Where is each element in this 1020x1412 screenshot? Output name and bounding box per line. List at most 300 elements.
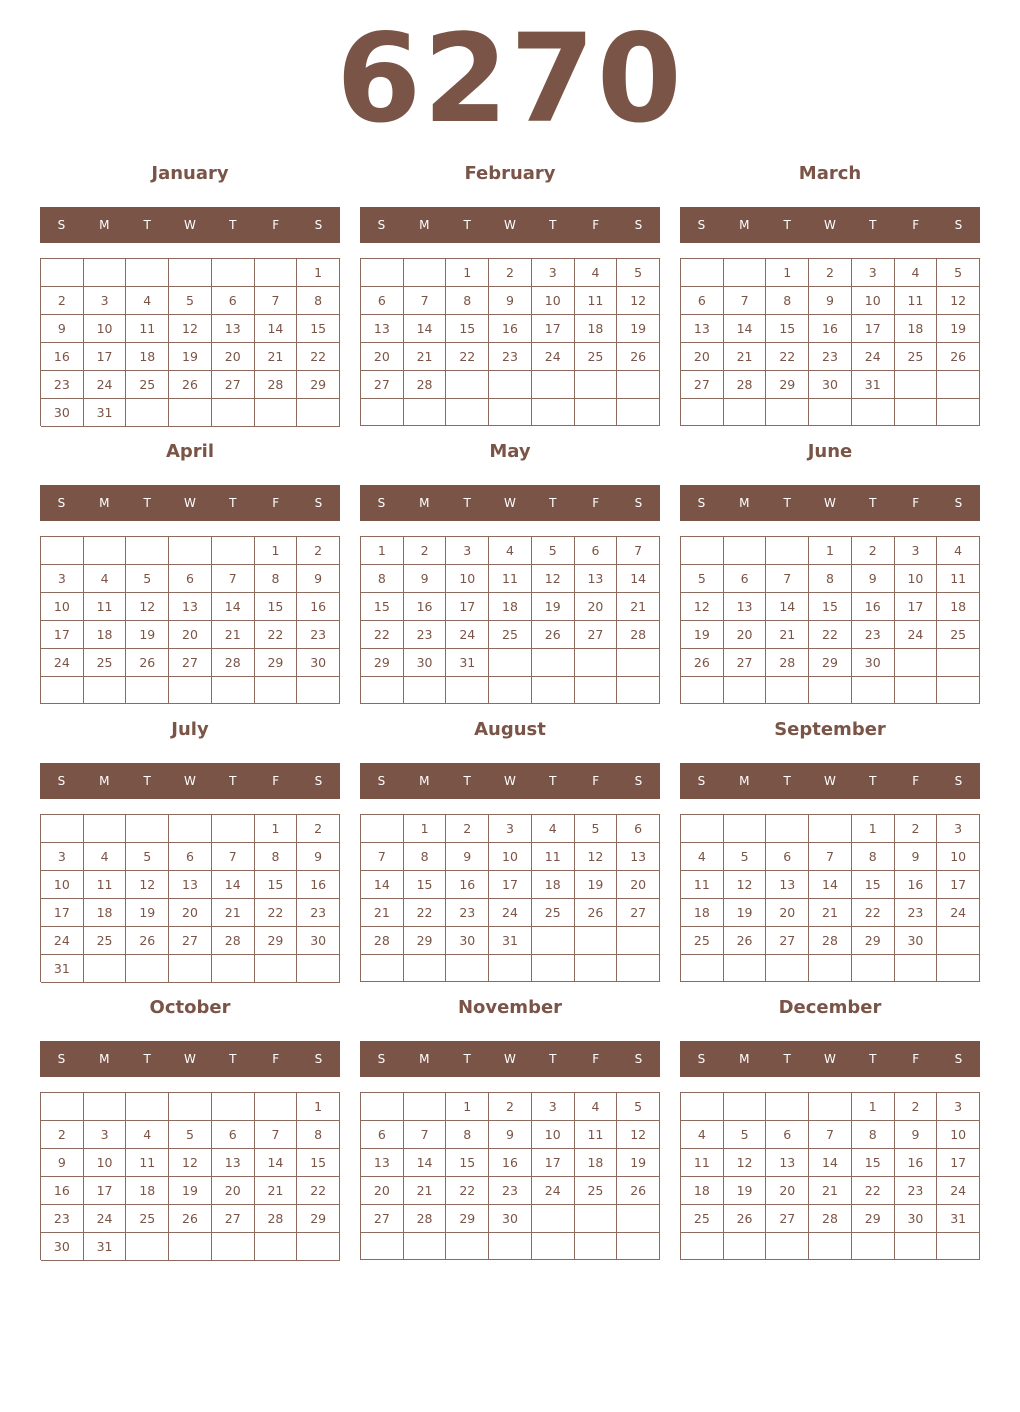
day-cell: 17 bbox=[937, 1149, 980, 1177]
empty-cell bbox=[489, 677, 532, 704]
empty-cell bbox=[681, 259, 724, 287]
empty-cell bbox=[255, 677, 298, 704]
day-cell: 5 bbox=[169, 1121, 212, 1149]
weekday-label: W bbox=[504, 496, 516, 510]
day-cell: 30 bbox=[852, 649, 895, 677]
day-cell: 7 bbox=[404, 1121, 447, 1149]
day-cell: 24 bbox=[937, 1177, 980, 1205]
weekday-label: S bbox=[697, 496, 706, 510]
empty-cell bbox=[126, 815, 169, 843]
day-cell: 18 bbox=[681, 899, 724, 927]
day-cell: 21 bbox=[617, 593, 660, 621]
weekday-header bbox=[680, 485, 980, 521]
day-cell: 21 bbox=[212, 899, 255, 927]
weekday-label: S bbox=[697, 1052, 706, 1066]
day-grid bbox=[360, 536, 660, 704]
day-cell: 30 bbox=[297, 649, 340, 677]
day-cell: 2 bbox=[489, 1093, 532, 1121]
day-cell: 12 bbox=[724, 871, 767, 899]
empty-cell bbox=[532, 1233, 575, 1260]
day-cell: 3 bbox=[532, 259, 575, 287]
day-cell: 14 bbox=[617, 565, 660, 593]
day-cell: 19 bbox=[681, 621, 724, 649]
empty-cell bbox=[361, 677, 404, 704]
weekday-label: S bbox=[697, 218, 706, 232]
day-cell: 8 bbox=[255, 565, 298, 593]
day-cell: 1 bbox=[766, 259, 809, 287]
month-name: March bbox=[798, 163, 862, 184]
day-cell: 20 bbox=[575, 593, 618, 621]
day-cell: 18 bbox=[895, 315, 938, 343]
weekday-label: T bbox=[783, 1052, 791, 1066]
empty-cell bbox=[297, 399, 340, 427]
empty-cell bbox=[766, 955, 809, 982]
month-name: January bbox=[151, 163, 229, 184]
day-cell: 20 bbox=[169, 621, 212, 649]
day-cell: 28 bbox=[212, 649, 255, 677]
day-cell: 14 bbox=[809, 871, 852, 899]
day-cell: 19 bbox=[724, 899, 767, 927]
empty-cell bbox=[575, 371, 618, 399]
day-cell: 6 bbox=[681, 287, 724, 315]
empty-cell bbox=[575, 649, 618, 677]
weekday-label: F bbox=[912, 496, 920, 510]
day-cell: 3 bbox=[446, 537, 489, 565]
day-cell: 4 bbox=[681, 1121, 724, 1149]
day-cell: 27 bbox=[617, 899, 660, 927]
day-cell: 27 bbox=[212, 371, 255, 399]
empty-cell bbox=[41, 1093, 84, 1121]
day-cell: 21 bbox=[766, 621, 809, 649]
day-cell: 7 bbox=[617, 537, 660, 565]
weekday-label: T bbox=[869, 218, 877, 232]
day-cell: 15 bbox=[297, 1149, 340, 1177]
weekday-label: T bbox=[463, 218, 471, 232]
weekday-label: W bbox=[184, 218, 196, 232]
day-cell: 8 bbox=[766, 287, 809, 315]
day-cell: 15 bbox=[297, 315, 340, 343]
day-cell: 12 bbox=[126, 593, 169, 621]
day-cell: 4 bbox=[84, 843, 127, 871]
day-cell: 24 bbox=[446, 621, 489, 649]
day-cell: 24 bbox=[532, 343, 575, 371]
weekday-label: F bbox=[912, 1052, 920, 1066]
empty-cell bbox=[212, 537, 255, 565]
empty-cell bbox=[724, 399, 767, 426]
empty-cell bbox=[404, 955, 447, 982]
day-cell: 18 bbox=[575, 1149, 618, 1177]
day-cell: 10 bbox=[852, 287, 895, 315]
day-cell: 7 bbox=[255, 1121, 298, 1149]
day-cell: 16 bbox=[852, 593, 895, 621]
day-cell: 11 bbox=[84, 593, 127, 621]
day-cell: 24 bbox=[84, 1205, 127, 1233]
empty-cell bbox=[84, 1093, 127, 1121]
empty-cell bbox=[681, 1093, 724, 1121]
weekday-label: S bbox=[697, 774, 706, 788]
empty-cell bbox=[169, 399, 212, 427]
empty-cell bbox=[84, 537, 127, 565]
day-cell: 19 bbox=[532, 593, 575, 621]
day-cell: 29 bbox=[404, 927, 447, 955]
weekday-label: S bbox=[954, 774, 963, 788]
day-cell: 15 bbox=[852, 1149, 895, 1177]
weekday-label: W bbox=[824, 1052, 836, 1066]
month-name: October bbox=[149, 997, 231, 1018]
day-grid bbox=[360, 258, 660, 426]
day-cell: 24 bbox=[41, 649, 84, 677]
day-cell: 19 bbox=[575, 871, 618, 899]
empty-cell bbox=[212, 955, 255, 983]
weekday-header bbox=[40, 207, 340, 243]
empty-cell bbox=[489, 399, 532, 426]
weekday-label: T bbox=[549, 218, 557, 232]
empty-cell bbox=[532, 649, 575, 677]
empty-cell bbox=[126, 259, 169, 287]
empty-cell bbox=[489, 955, 532, 982]
weekday-label: S bbox=[634, 774, 643, 788]
day-cell: 9 bbox=[809, 287, 852, 315]
empty-cell bbox=[361, 815, 404, 843]
day-cell: 8 bbox=[361, 565, 404, 593]
weekday-header bbox=[360, 207, 660, 243]
empty-cell bbox=[361, 1093, 404, 1121]
day-cell: 6 bbox=[361, 1121, 404, 1149]
day-cell: 14 bbox=[404, 1149, 447, 1177]
day-cell: 1 bbox=[255, 537, 298, 565]
day-cell: 6 bbox=[212, 287, 255, 315]
empty-cell bbox=[809, 677, 852, 704]
day-cell: 22 bbox=[446, 343, 489, 371]
empty-cell bbox=[404, 1093, 447, 1121]
empty-cell bbox=[895, 649, 938, 677]
day-cell: 18 bbox=[532, 871, 575, 899]
day-cell: 5 bbox=[126, 565, 169, 593]
day-cell: 9 bbox=[852, 565, 895, 593]
empty-cell bbox=[724, 1093, 767, 1121]
empty-cell bbox=[361, 1233, 404, 1260]
day-cell: 5 bbox=[724, 843, 767, 871]
empty-cell bbox=[852, 1233, 895, 1260]
day-cell: 12 bbox=[169, 315, 212, 343]
day-cell: 13 bbox=[575, 565, 618, 593]
empty-cell bbox=[404, 1233, 447, 1260]
day-cell: 23 bbox=[404, 621, 447, 649]
empty-cell bbox=[617, 1233, 660, 1260]
day-cell: 30 bbox=[297, 927, 340, 955]
empty-cell bbox=[255, 259, 298, 287]
empty-cell bbox=[532, 399, 575, 426]
day-cell: 25 bbox=[681, 927, 724, 955]
day-cell: 26 bbox=[617, 343, 660, 371]
day-cell: 15 bbox=[255, 871, 298, 899]
day-cell: 23 bbox=[809, 343, 852, 371]
day-cell: 29 bbox=[766, 371, 809, 399]
day-cell: 21 bbox=[361, 899, 404, 927]
day-cell: 26 bbox=[169, 1205, 212, 1233]
empty-cell bbox=[446, 955, 489, 982]
empty-cell bbox=[895, 371, 938, 399]
empty-cell bbox=[532, 927, 575, 955]
day-cell: 9 bbox=[895, 1121, 938, 1149]
empty-cell bbox=[617, 927, 660, 955]
weekday-label: S bbox=[314, 1052, 323, 1066]
day-cell: 20 bbox=[681, 343, 724, 371]
day-cell: 2 bbox=[297, 815, 340, 843]
day-cell: 29 bbox=[361, 649, 404, 677]
day-cell: 13 bbox=[617, 843, 660, 871]
day-cell: 7 bbox=[404, 287, 447, 315]
weekday-label: S bbox=[954, 1052, 963, 1066]
day-cell: 16 bbox=[297, 593, 340, 621]
day-cell: 29 bbox=[297, 371, 340, 399]
day-cell: 13 bbox=[681, 315, 724, 343]
empty-cell bbox=[575, 955, 618, 982]
day-cell: 20 bbox=[766, 1177, 809, 1205]
month-name: November bbox=[457, 997, 563, 1018]
day-cell: 3 bbox=[84, 287, 127, 315]
weekday-label: S bbox=[377, 218, 386, 232]
weekday-label: F bbox=[592, 218, 600, 232]
weekday-label: S bbox=[634, 496, 643, 510]
day-cell: 12 bbox=[681, 593, 724, 621]
empty-cell bbox=[575, 1205, 618, 1233]
day-cell: 25 bbox=[575, 343, 618, 371]
empty-cell bbox=[212, 815, 255, 843]
day-cell: 28 bbox=[809, 1205, 852, 1233]
day-cell: 6 bbox=[361, 287, 404, 315]
weekday-label: T bbox=[463, 496, 471, 510]
day-cell: 22 bbox=[852, 1177, 895, 1205]
weekday-header bbox=[40, 763, 340, 799]
day-cell: 23 bbox=[41, 1205, 84, 1233]
month-name: August bbox=[474, 719, 546, 740]
weekday-label: F bbox=[912, 774, 920, 788]
empty-cell bbox=[126, 955, 169, 983]
empty-cell bbox=[446, 1233, 489, 1260]
day-cell: 25 bbox=[84, 927, 127, 955]
day-cell: 25 bbox=[532, 899, 575, 927]
day-cell: 3 bbox=[937, 1093, 980, 1121]
day-cell: 15 bbox=[404, 871, 447, 899]
day-cell: 17 bbox=[84, 1177, 127, 1205]
day-cell: 16 bbox=[41, 1177, 84, 1205]
day-cell: 25 bbox=[489, 621, 532, 649]
empty-cell bbox=[126, 399, 169, 427]
day-cell: 5 bbox=[724, 1121, 767, 1149]
empty-cell bbox=[617, 649, 660, 677]
weekday-label: W bbox=[184, 774, 196, 788]
day-cell: 4 bbox=[84, 565, 127, 593]
day-cell: 13 bbox=[169, 593, 212, 621]
weekday-label: T bbox=[143, 496, 151, 510]
day-cell: 4 bbox=[126, 1121, 169, 1149]
day-cell: 10 bbox=[84, 1149, 127, 1177]
day-cell: 22 bbox=[766, 343, 809, 371]
day-cell: 30 bbox=[489, 1205, 532, 1233]
empty-cell bbox=[766, 399, 809, 426]
empty-cell bbox=[575, 399, 618, 426]
day-cell: 16 bbox=[895, 871, 938, 899]
day-cell: 16 bbox=[41, 343, 84, 371]
day-cell: 2 bbox=[489, 259, 532, 287]
day-cell: 23 bbox=[297, 621, 340, 649]
day-cell: 9 bbox=[41, 1149, 84, 1177]
weekday-header bbox=[680, 207, 980, 243]
day-cell: 23 bbox=[895, 899, 938, 927]
day-cell: 18 bbox=[84, 899, 127, 927]
empty-cell bbox=[617, 677, 660, 704]
weekday-label: W bbox=[824, 496, 836, 510]
day-cell: 20 bbox=[361, 1177, 404, 1205]
day-cell: 22 bbox=[809, 621, 852, 649]
weekday-label: S bbox=[314, 218, 323, 232]
day-cell: 10 bbox=[84, 315, 127, 343]
day-cell: 27 bbox=[766, 927, 809, 955]
weekday-label: S bbox=[314, 496, 323, 510]
day-cell: 16 bbox=[895, 1149, 938, 1177]
day-cell: 22 bbox=[361, 621, 404, 649]
day-cell: 19 bbox=[126, 621, 169, 649]
weekday-label: T bbox=[229, 218, 237, 232]
weekday-label: T bbox=[143, 1052, 151, 1066]
weekday-label: F bbox=[272, 1052, 280, 1066]
day-cell: 13 bbox=[361, 1149, 404, 1177]
day-grid bbox=[40, 1092, 340, 1260]
empty-cell bbox=[617, 371, 660, 399]
day-cell: 1 bbox=[852, 815, 895, 843]
day-cell: 29 bbox=[852, 927, 895, 955]
day-cell: 28 bbox=[255, 1205, 298, 1233]
day-cell: 23 bbox=[895, 1177, 938, 1205]
empty-cell bbox=[895, 955, 938, 982]
day-cell: 11 bbox=[489, 565, 532, 593]
day-cell: 21 bbox=[404, 343, 447, 371]
day-cell: 6 bbox=[212, 1121, 255, 1149]
month-name: December bbox=[778, 997, 882, 1018]
empty-cell bbox=[617, 955, 660, 982]
day-cell: 14 bbox=[724, 315, 767, 343]
day-cell: 10 bbox=[489, 843, 532, 871]
day-cell: 29 bbox=[446, 1205, 489, 1233]
day-grid bbox=[680, 258, 980, 426]
weekday-label: W bbox=[504, 218, 516, 232]
day-cell: 17 bbox=[852, 315, 895, 343]
weekday-header bbox=[40, 1041, 340, 1077]
empty-cell bbox=[404, 399, 447, 426]
day-cell: 15 bbox=[766, 315, 809, 343]
day-cell: 1 bbox=[255, 815, 298, 843]
weekday-label: W bbox=[184, 496, 196, 510]
day-cell: 14 bbox=[809, 1149, 852, 1177]
day-cell: 18 bbox=[575, 315, 618, 343]
day-grid bbox=[680, 1092, 980, 1260]
day-cell: 1 bbox=[297, 1093, 340, 1121]
day-cell: 25 bbox=[681, 1205, 724, 1233]
empty-cell bbox=[361, 399, 404, 426]
day-cell: 8 bbox=[297, 287, 340, 315]
day-cell: 3 bbox=[41, 843, 84, 871]
day-cell: 17 bbox=[446, 593, 489, 621]
empty-cell bbox=[809, 815, 852, 843]
weekday-header bbox=[680, 1041, 980, 1077]
weekday-label: F bbox=[592, 496, 600, 510]
weekday-label: S bbox=[954, 496, 963, 510]
empty-cell bbox=[681, 955, 724, 982]
empty-cell bbox=[169, 1233, 212, 1261]
day-cell: 8 bbox=[852, 843, 895, 871]
weekday-label: F bbox=[272, 774, 280, 788]
day-cell: 1 bbox=[446, 259, 489, 287]
day-cell: 31 bbox=[84, 1233, 127, 1261]
day-cell: 6 bbox=[617, 815, 660, 843]
empty-cell bbox=[446, 399, 489, 426]
day-cell: 30 bbox=[41, 1233, 84, 1261]
weekday-label: M bbox=[419, 496, 430, 510]
day-cell: 5 bbox=[681, 565, 724, 593]
day-cell: 19 bbox=[617, 315, 660, 343]
empty-cell bbox=[937, 399, 980, 426]
day-cell: 7 bbox=[766, 565, 809, 593]
weekday-label: M bbox=[419, 1052, 430, 1066]
day-cell: 27 bbox=[169, 649, 212, 677]
day-cell: 4 bbox=[937, 537, 980, 565]
empty-cell bbox=[681, 537, 724, 565]
day-cell: 2 bbox=[41, 1121, 84, 1149]
day-cell: 11 bbox=[681, 871, 724, 899]
empty-cell bbox=[297, 1233, 340, 1261]
empty-cell bbox=[681, 1233, 724, 1260]
empty-cell bbox=[297, 955, 340, 983]
day-cell: 14 bbox=[212, 871, 255, 899]
day-cell: 26 bbox=[681, 649, 724, 677]
day-cell: 3 bbox=[895, 537, 938, 565]
day-cell: 1 bbox=[361, 537, 404, 565]
day-cell: 29 bbox=[255, 649, 298, 677]
day-cell: 14 bbox=[404, 315, 447, 343]
day-cell: 14 bbox=[766, 593, 809, 621]
day-cell: 18 bbox=[489, 593, 532, 621]
day-cell: 4 bbox=[489, 537, 532, 565]
empty-cell bbox=[681, 815, 724, 843]
day-cell: 9 bbox=[489, 287, 532, 315]
empty-cell bbox=[41, 677, 84, 704]
day-cell: 7 bbox=[809, 1121, 852, 1149]
day-cell: 26 bbox=[617, 1177, 660, 1205]
day-cell: 10 bbox=[895, 565, 938, 593]
empty-cell bbox=[937, 927, 980, 955]
day-cell: 27 bbox=[169, 927, 212, 955]
day-cell: 28 bbox=[724, 371, 767, 399]
day-cell: 28 bbox=[255, 371, 298, 399]
day-cell: 23 bbox=[489, 343, 532, 371]
empty-cell bbox=[212, 399, 255, 427]
empty-cell bbox=[169, 955, 212, 983]
weekday-label: T bbox=[549, 496, 557, 510]
day-cell: 2 bbox=[41, 287, 84, 315]
day-cell: 4 bbox=[575, 259, 618, 287]
day-cell: 17 bbox=[41, 621, 84, 649]
day-cell: 13 bbox=[361, 315, 404, 343]
day-cell: 23 bbox=[852, 621, 895, 649]
day-cell: 28 bbox=[212, 927, 255, 955]
day-cell: 28 bbox=[361, 927, 404, 955]
day-cell: 23 bbox=[41, 371, 84, 399]
day-cell: 11 bbox=[575, 287, 618, 315]
day-cell: 4 bbox=[126, 287, 169, 315]
day-cell: 2 bbox=[297, 537, 340, 565]
day-cell: 17 bbox=[895, 593, 938, 621]
